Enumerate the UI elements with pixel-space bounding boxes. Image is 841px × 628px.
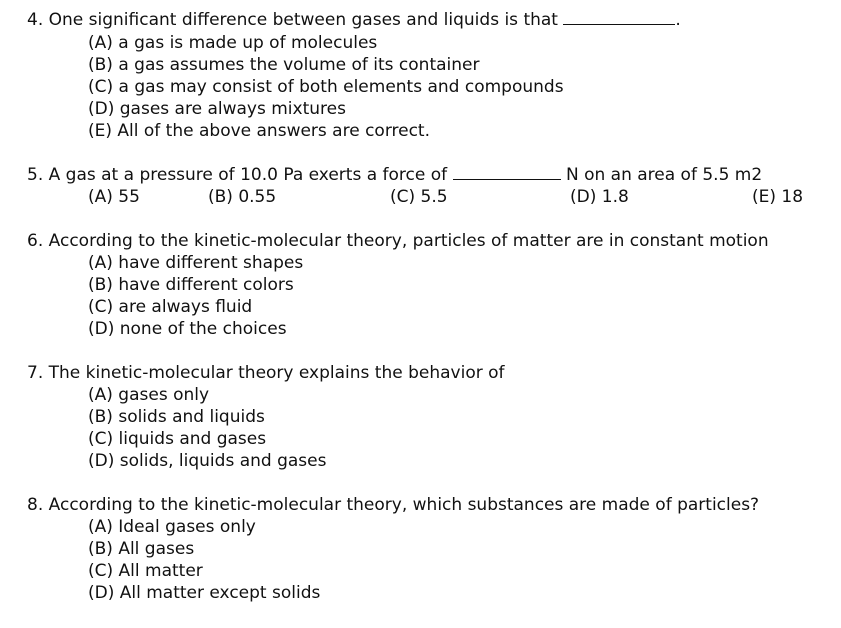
option-6d: (D) none of the choices: [88, 319, 287, 339]
option-6b: (B) have different colors: [88, 275, 294, 295]
question-text: A gas at a pressure of 10.0 Pa exerts a force of: [48, 165, 448, 185]
option-4e: (E) All of the above answers are correct.: [88, 121, 431, 141]
option-8d: (D) All matter except solids: [88, 583, 321, 603]
option-6c: (C) are always fluid: [88, 297, 253, 317]
question-4-stem: [27, 9, 681, 31]
question-text: The kinetic-molecular theory explains the behavior of: [48, 363, 505, 383]
question-5-stem: [27, 164, 762, 186]
question-text: According to the kinetic-molecular theory, which substances are made of particles?: [48, 495, 760, 515]
question-text-end: .: [675, 10, 681, 30]
option-7c: (C) liquids and gases: [88, 429, 267, 449]
question-text-end: N on an area of 5.5 m2: [565, 165, 763, 185]
answer-blank: [453, 164, 561, 180]
question-number: 8.: [27, 495, 44, 515]
answer-blank: [563, 9, 675, 25]
option-5c: (C) 5.5: [390, 187, 448, 207]
option-6a: (A) have different shapes: [88, 253, 304, 273]
option-4c: (C) a gas may consist of both elements and compounds: [88, 77, 564, 97]
question-8-stem: [27, 494, 759, 516]
question-text: According to the kinetic-molecular theory, particles of matter are in constant motion: [48, 231, 769, 251]
option-4b: (B) a gas assumes the volume of its container: [88, 55, 480, 75]
option-4d: (D) gases are always mixtures: [88, 99, 346, 119]
option-4a: (A) a gas is made up of molecules: [88, 33, 378, 53]
question-6-stem: [27, 230, 769, 252]
option-5b: (B) 0.55: [208, 187, 277, 207]
question-7-stem: [27, 362, 505, 384]
option-8b: (B) All gases: [88, 539, 195, 559]
option-7b: (B) solids and liquids: [88, 407, 265, 427]
question-number: 6.: [27, 231, 44, 251]
option-5d: (D) 1.8: [570, 187, 629, 207]
question-number: 7.: [27, 363, 44, 383]
option-5e: (E) 18: [752, 187, 804, 207]
question-number: 4.: [27, 10, 44, 30]
option-7a: (A) gases only: [88, 385, 210, 405]
option-8c: (C) All matter: [88, 561, 203, 581]
question-text: One significant difference between gases and liquids is that: [48, 10, 558, 30]
option-5a: (A) 55: [88, 187, 140, 207]
question-number: 5.: [27, 165, 44, 185]
option-8a: (A) Ideal gases only: [88, 517, 256, 537]
option-7d: (D) solids, liquids and gases: [88, 451, 327, 471]
